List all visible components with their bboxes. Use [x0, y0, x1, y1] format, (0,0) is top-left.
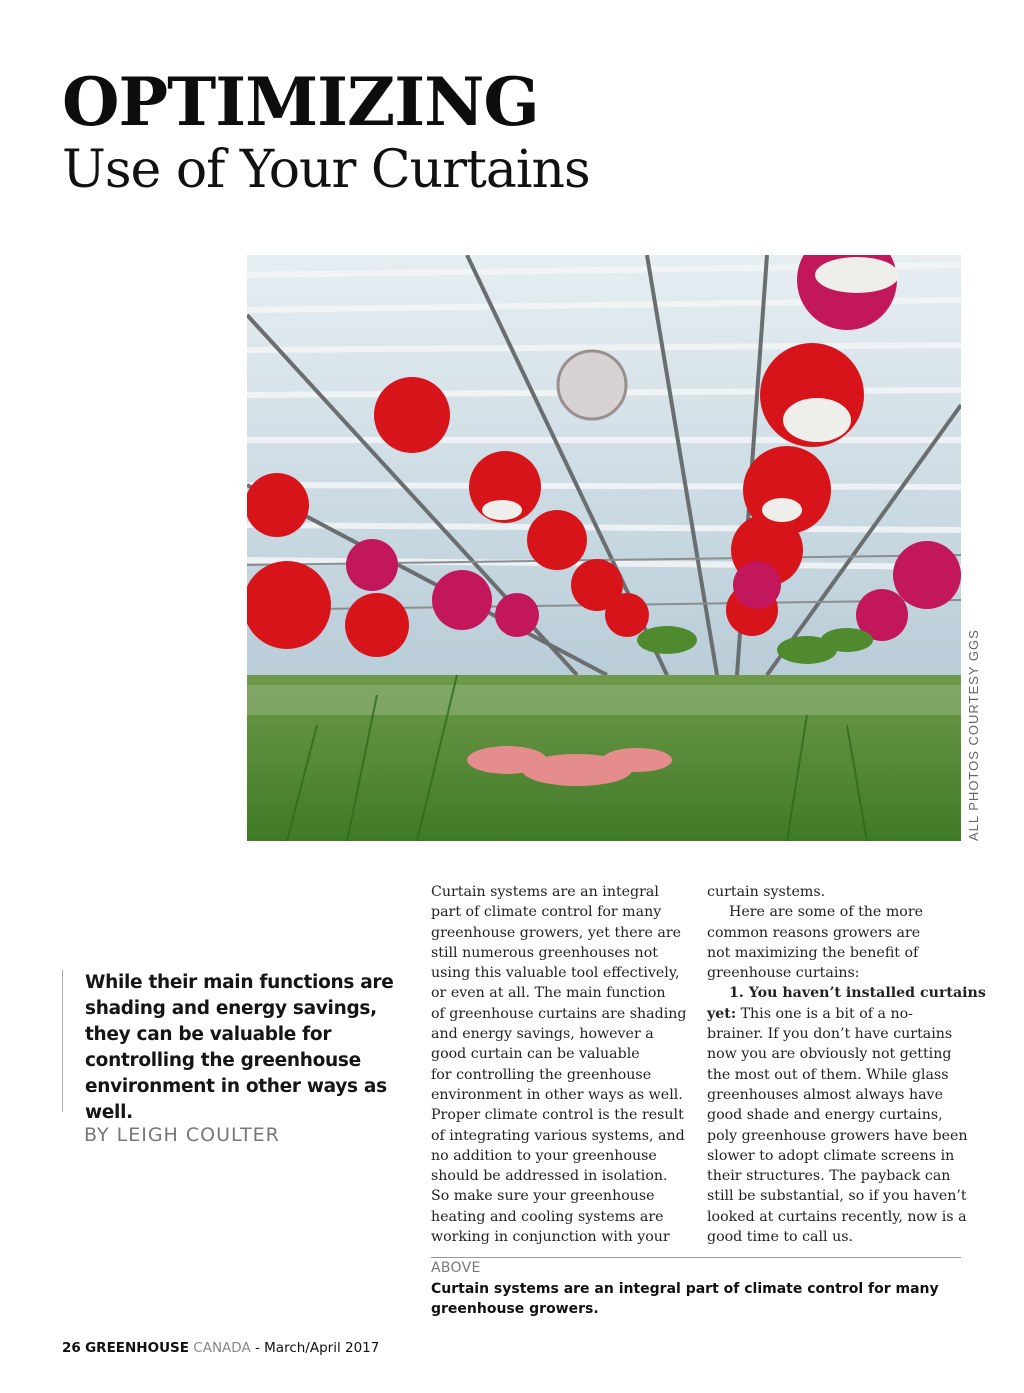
section-heading-end: yet:	[707, 1005, 737, 1022]
publication-country: CANADA	[193, 1340, 251, 1356]
body-line: still be substantial, so if you haven’t	[707, 1188, 967, 1205]
greenhouse-photo	[247, 255, 961, 841]
body-line: and energy savings, however a	[431, 1026, 654, 1043]
page-footer	[62, 1340, 379, 1356]
body-line: heating and cooling systems are	[431, 1208, 664, 1225]
body-line: Curtain systems are an integral	[431, 884, 659, 900]
body-line: working in conjunction with your	[431, 1229, 670, 1246]
body-line: Proper climate control is the result	[431, 1107, 684, 1124]
body-line: no addition to your greenhouse	[431, 1147, 657, 1164]
body-line: of greenhouse curtains are shading	[431, 1005, 687, 1022]
body-line	[707, 1004, 963, 1024]
photo-caption	[431, 1279, 951, 1319]
body-line: environment in other ways as well.	[431, 1086, 683, 1103]
body-line: their structures. The payback can	[707, 1168, 951, 1185]
fan-shape	[558, 351, 626, 419]
body-column-1	[431, 882, 687, 1247]
body-line: should be addressed in isolation.	[431, 1168, 668, 1185]
caption-divider	[431, 1257, 961, 1258]
pull-quote-text: While their main functions are shading and energy savings, they can be valuable for controlling the greenhouse environment in other ways as well.	[85, 972, 394, 1123]
body-line: still numerous greenhouses not	[431, 944, 658, 961]
body-line: curtain systems.	[707, 884, 826, 900]
body-line: the most out of them. While glass	[707, 1066, 949, 1083]
body-line: part of climate control for many	[431, 904, 662, 921]
article-title: OPTIMIZING	[62, 63, 539, 141]
body-line: for controlling the greenhouse	[431, 1066, 652, 1083]
article-subtitle: Use of Your Curtains	[62, 140, 590, 200]
body-line: Here are some of the more	[729, 904, 924, 921]
body-line: brainer. If you don’t have curtains	[707, 1026, 953, 1043]
body-line-rest: This one is a bit of a no-	[736, 1005, 913, 1022]
body-line: or even at all. The main function	[431, 985, 666, 1002]
caption-label: ABOVE	[431, 1260, 481, 1276]
body-line: not maximizing the benefit of	[707, 944, 919, 961]
body-line: of integrating various systems, and	[431, 1127, 685, 1144]
body-line: now you are obviously not getting	[707, 1046, 952, 1063]
publication-name: GREENHOUSE	[85, 1340, 189, 1356]
body-line: good shade and energy curtains,	[707, 1107, 943, 1124]
body-line: good curtain can be valuable	[431, 1046, 640, 1063]
caption-line: greenhouse growers.	[431, 1301, 599, 1317]
body-line: So make sure your greenhouse	[431, 1188, 655, 1205]
body-line: greenhouses almost always have	[707, 1086, 943, 1103]
caption-line: Curtain systems are an integral part of climate control for many	[431, 1281, 939, 1297]
body-line: good time to call us.	[707, 1229, 854, 1246]
body-column-2	[707, 882, 986, 1247]
body-line: looked at curtains recently, now is a	[707, 1208, 967, 1225]
body-line: poly greenhouse growers have been	[707, 1127, 968, 1144]
pull-quote	[62, 970, 413, 1123]
issue-date: - March/April 2017	[254, 1340, 380, 1356]
body-line: greenhouse curtains:	[707, 965, 860, 982]
body-line: using this valuable tool effectively,	[431, 965, 680, 982]
body-line: common reasons growers are	[707, 924, 921, 941]
photo-credit: ALL PHOTOS COURTESY GGS	[966, 629, 981, 841]
body-line: greenhouse growers, yet there are	[431, 924, 682, 941]
byline: BY LEIGH COULTER	[84, 1124, 280, 1146]
section-heading: 1. You haven’t installed curtains	[729, 985, 986, 1002]
body-line: slower to adopt climate screens in	[707, 1147, 955, 1164]
page-number: 26	[62, 1340, 81, 1356]
